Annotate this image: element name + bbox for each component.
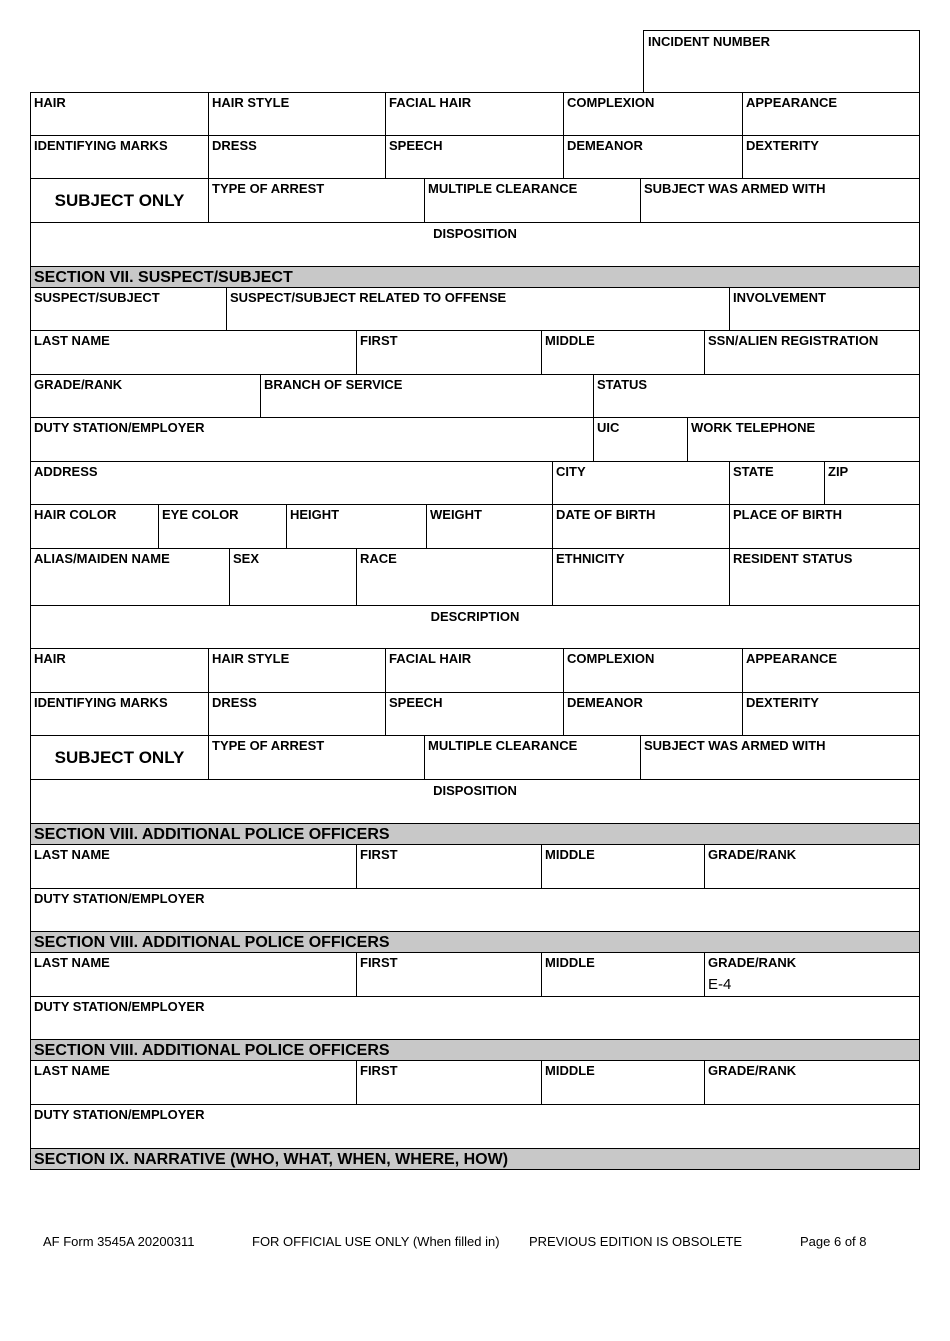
complexion-field[interactable]: COMPLEXION: [564, 93, 743, 135]
description-row-2: [30, 136, 920, 179]
officer-2-last-name-field[interactable]: LAST NAME: [31, 953, 357, 996]
disposition-field[interactable]: DISPOSITION: [433, 226, 517, 241]
branch-of-service-field[interactable]: BRANCH OF SERVICE: [261, 375, 594, 417]
form-body: [30, 92, 920, 1170]
multiple-clearance-field-2[interactable]: MULTIPLE CLEARANCE: [425, 736, 641, 779]
fouo-notice: FOR OFFICIAL USE ONLY (When filled in): [252, 1234, 500, 1249]
suspect-related-offense-field[interactable]: SUSPECT/SUBJECT RELATED TO OFFENSE: [227, 288, 730, 330]
officer-3-last-name-field[interactable]: LAST NAME: [31, 1061, 357, 1104]
form-id: AF Form 3545A 20200311: [43, 1234, 195, 1249]
subject-only-row: [30, 179, 920, 223]
ssn-field[interactable]: SSN/ALIEN REGISTRATION: [708, 333, 879, 348]
section-viii-header-1: SECTION VIII. ADDITIONAL POLICE OFFICERS: [30, 824, 920, 845]
officer-1-grade-field[interactable]: GRADE/RANK: [708, 847, 797, 862]
officer-3-duty-row: [30, 1105, 920, 1149]
officer-1-last-name-field[interactable]: LAST NAME: [31, 845, 357, 888]
date-of-birth-field[interactable]: DATE OF BIRTH: [553, 505, 730, 548]
dress-field[interactable]: DRESS: [209, 136, 386, 178]
subject-only-label-2: SUBJECT ONLY: [31, 736, 209, 779]
identifying-marks-field-2[interactable]: IDENTIFYING MARKS: [31, 693, 209, 735]
incident-number-label: INCIDENT NUMBER: [648, 34, 771, 49]
disposition-row-2: [30, 780, 920, 824]
section-vii-header: SECTION VII. SUSPECT/SUBJECT: [30, 267, 920, 288]
section-viii-header-2: SECTION VIII. ADDITIONAL POLICE OFFICERS: [30, 932, 920, 953]
last-name-field[interactable]: LAST NAME: [31, 331, 357, 374]
dexterity-field-2[interactable]: DEXTERITY: [746, 695, 819, 710]
physical-row: [30, 505, 920, 549]
uic-field[interactable]: UIC: [594, 418, 688, 461]
description-label: DESCRIPTION: [430, 609, 520, 624]
officer-1-duty-row: [30, 889, 920, 932]
work-telephone-field[interactable]: WORK TELEPHONE: [691, 420, 816, 435]
officer-2-duty-field[interactable]: DUTY STATION/EMPLOYER: [34, 999, 205, 1014]
officer-3-first-field[interactable]: FIRST: [357, 1061, 542, 1104]
subject-only-row-2: [30, 736, 920, 780]
alias-maiden-field[interactable]: ALIAS/MAIDEN NAME: [31, 549, 230, 605]
description-header-row: [30, 606, 920, 649]
address-field[interactable]: ADDRESS: [31, 462, 553, 504]
dress-field-2[interactable]: DRESS: [209, 693, 386, 735]
hair-field-2[interactable]: HAIR: [31, 649, 209, 692]
speech-field[interactable]: SPEECH: [386, 136, 564, 178]
hair-style-field[interactable]: HAIR STYLE: [209, 93, 386, 135]
officer-3-name-row: [30, 1061, 920, 1105]
subject-armed-field-2[interactable]: SUBJECT WAS ARMED WITH: [644, 738, 826, 753]
disposition-field-2[interactable]: DISPOSITION: [433, 783, 517, 798]
officer-1-middle-field[interactable]: MIDDLE: [542, 845, 705, 888]
identifying-marks-field[interactable]: IDENTIFYING MARKS: [31, 136, 209, 178]
officer-3-duty-field[interactable]: DUTY STATION/EMPLOYER: [34, 1107, 205, 1122]
complexion-field-2[interactable]: COMPLEXION: [564, 649, 743, 692]
officer-3-middle-field[interactable]: MIDDLE: [542, 1061, 705, 1104]
description-row-4: [30, 693, 920, 736]
incident-number-field[interactable]: [643, 30, 920, 93]
hair-style-field-2[interactable]: HAIR STYLE: [209, 649, 386, 692]
city-field[interactable]: CITY: [553, 462, 730, 504]
officer-3-grade-field[interactable]: GRADE/RANK: [708, 1063, 797, 1078]
demeanor-field[interactable]: DEMEANOR: [564, 136, 743, 178]
first-name-field[interactable]: FIRST: [357, 331, 542, 374]
race-field[interactable]: RACE: [357, 549, 553, 605]
involvement-field[interactable]: INVOLVEMENT: [733, 290, 826, 305]
appearance-field[interactable]: APPEARANCE: [746, 95, 838, 110]
suspect-row: [30, 288, 920, 331]
middle-name-field[interactable]: MIDDLE: [542, 331, 705, 374]
alias-row: [30, 549, 920, 606]
description-row-3: [30, 649, 920, 693]
demeanor-field-2[interactable]: DEMEANOR: [564, 693, 743, 735]
officer-2-middle-field[interactable]: MIDDLE: [542, 953, 705, 996]
section-viii-header-3: SECTION VIII. ADDITIONAL POLICE OFFICERS: [30, 1040, 920, 1061]
grade-row: [30, 375, 920, 418]
officer-2-grade-field[interactable]: GRADE/RANK E-4: [708, 955, 797, 993]
suspect-subject-field[interactable]: SUSPECT/SUBJECT: [31, 288, 227, 330]
place-of-birth-field[interactable]: PLACE OF BIRTH: [733, 507, 843, 522]
appearance-field-2[interactable]: APPEARANCE: [746, 651, 838, 666]
height-field[interactable]: HEIGHT: [287, 505, 427, 548]
state-field[interactable]: STATE: [730, 462, 825, 504]
type-of-arrest-field[interactable]: TYPE OF ARREST: [209, 179, 425, 222]
officer-1-duty-field[interactable]: DUTY STATION/EMPLOYER: [34, 891, 205, 906]
hair-color-field[interactable]: HAIR COLOR: [31, 505, 159, 548]
multiple-clearance-field[interactable]: MULTIPLE CLEARANCE: [425, 179, 641, 222]
subject-armed-field[interactable]: SUBJECT WAS ARMED WITH: [644, 181, 826, 196]
subject-only-label: SUBJECT ONLY: [31, 179, 209, 222]
dexterity-field[interactable]: DEXTERITY: [746, 138, 819, 153]
officer-1-name-row: [30, 845, 920, 889]
facial-hair-field-2[interactable]: FACIAL HAIR: [386, 649, 564, 692]
edition-notice: PREVIOUS EDITION IS OBSOLETE: [529, 1234, 743, 1249]
status-field[interactable]: STATUS: [597, 377, 648, 392]
description-row-1: [30, 92, 920, 136]
officer-1-first-field[interactable]: FIRST: [357, 845, 542, 888]
grade-rank-field[interactable]: GRADE/RANK: [31, 375, 261, 417]
duty-station-field[interactable]: DUTY STATION/EMPLOYER: [31, 418, 594, 461]
section-ix-header: SECTION IX. NARRATIVE (WHO, WHAT, WHEN, WHERE, HOW): [30, 1149, 920, 1170]
address-row: [30, 462, 920, 505]
sex-field[interactable]: SEX: [230, 549, 357, 605]
hair-field[interactable]: HAIR: [31, 93, 209, 135]
officer-2-name-row: [30, 953, 920, 997]
officer-2-first-field[interactable]: FIRST: [357, 953, 542, 996]
officer-2-duty-row: [30, 997, 920, 1040]
disposition-row: [30, 223, 920, 267]
zip-field[interactable]: ZIP: [828, 464, 849, 479]
weight-field[interactable]: WEIGHT: [427, 505, 553, 548]
speech-field-2[interactable]: SPEECH: [386, 693, 564, 735]
eye-color-field[interactable]: EYE COLOR: [159, 505, 287, 548]
officer-2-grade-value: E-4: [708, 976, 732, 993]
ethnicity-field[interactable]: ETHNICITY: [553, 549, 730, 605]
suspect-name-row: [30, 331, 920, 375]
facial-hair-field[interactable]: FACIAL HAIR: [386, 93, 564, 135]
duty-row: [30, 418, 920, 462]
resident-status-field[interactable]: RESIDENT STATUS: [733, 551, 853, 566]
page-number: Page 6 of 8: [800, 1234, 867, 1249]
type-of-arrest-field-2[interactable]: TYPE OF ARREST: [209, 736, 425, 779]
